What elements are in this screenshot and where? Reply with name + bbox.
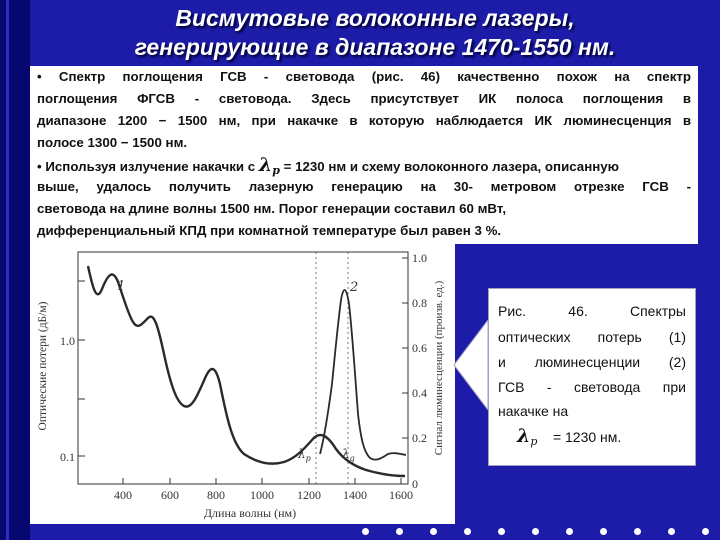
x-tick-label: 400 <box>114 488 132 502</box>
y-right-tick-label: 0.2 <box>412 431 427 445</box>
x-tick-label: 1200 <box>297 488 321 502</box>
x-tick-label: 600 <box>161 488 179 502</box>
curve-2-label: 2 <box>350 280 359 295</box>
bullet-dot-icon <box>362 528 369 535</box>
sidebar-accent-line <box>6 0 9 540</box>
paragraph-2 <box>37 154 691 242</box>
bullet-dot-icon <box>634 528 641 535</box>
x-tick-label: 1600 <box>389 488 413 502</box>
x-tick-label: 1000 <box>250 488 274 502</box>
curve-2-luminescence <box>320 290 406 460</box>
curve-1-label: 1 <box>117 279 126 294</box>
bullet-dot-icon <box>668 528 675 535</box>
text-fragment: • Используя излучение накачки с <box>37 159 256 174</box>
y-right-tick-label: 0.8 <box>412 296 427 310</box>
caption-lambda-line <box>517 425 705 448</box>
slide-title <box>30 4 720 62</box>
spectrum-figure <box>30 244 455 524</box>
text-line: дифференциальный КПД при комнатной температуре был равен 3 %. <box>37 223 502 238</box>
right-axis-ticks <box>402 258 408 484</box>
lambda-symbol: λ <box>298 447 306 461</box>
text-fragment: = 1230 нм и схему волоконного лазера, описанную <box>283 159 620 174</box>
x-tick-label: 800 <box>207 488 225 502</box>
text-line-with-lambda <box>37 154 691 176</box>
lambda-symbol: λ <box>342 447 350 461</box>
lambda-p-subscript: p <box>305 454 311 463</box>
plot-frame <box>78 252 408 484</box>
y-left-axis-title: Оптические потери (дБ/м) <box>37 301 49 431</box>
x-axis-title: Длина волны (нм) <box>203 506 297 520</box>
y-right-axis-title: Сигнал люминесценции (произв. ед.) <box>433 280 445 456</box>
bullet-dot-icon <box>396 528 403 535</box>
text-line: выше, удалось получить лазерную генерацию на 30- метровом отрезке ГСВ - <box>37 179 691 194</box>
text-line: • Спектр поглощения ГСВ - световода (рис. 46) качественно похож на спектр <box>37 69 691 84</box>
bullet-dot-icon <box>532 528 539 535</box>
lambda-symbol: λ <box>258 154 273 176</box>
text-line: поглощения ФГСВ - световода. Здесь присутствует ИК полоса поглощения в <box>37 91 691 106</box>
caption-line: накачке на <box>498 403 569 419</box>
y-right-tick-label: 0.4 <box>412 386 427 400</box>
text-line: полосе 1300 − 1500 нм. <box>37 135 188 150</box>
caption-line: Рис. 46. Спектры <box>498 303 686 319</box>
y-right-tick-label: 1.0 <box>412 251 427 265</box>
caption-line: ГСВ - световода при <box>498 379 686 395</box>
caption-line: оптических потерь (1) <box>498 329 686 345</box>
paragraph-1 <box>37 66 691 154</box>
y-left-tick-label: 0.1 <box>60 450 75 464</box>
text-line: диапазоне 1200 − 1500 нм, при накачке в которую наблюдается ИК люминесценция в <box>37 113 691 128</box>
bullet-dot-icon <box>464 528 471 535</box>
spectrum-plot <box>30 244 455 524</box>
callout-arrow-icon <box>450 320 490 410</box>
text-line: световода на длине волны 1500 нм. Порог генерации составил 60 мВт, <box>37 201 507 216</box>
bullet-dot-icon <box>498 528 505 535</box>
caption-line: и люминесценции (2) <box>498 354 686 370</box>
bullet-dot-icon <box>566 528 573 535</box>
title-line-1: Висмутовые волоконные лазеры, <box>175 5 575 31</box>
lambda-p-marker-label <box>297 447 311 463</box>
curve-1-optical-losses <box>88 266 405 476</box>
left-axis-ticks <box>78 281 85 456</box>
left-sidebar-stripe <box>0 0 30 540</box>
lambda-g-marker-label <box>341 447 355 463</box>
figure-caption-box <box>488 288 696 466</box>
y-left-tick-label: 1.0 <box>60 334 75 348</box>
lambda-symbol: λ <box>517 425 531 447</box>
y-right-tick-label: 0 <box>412 477 418 491</box>
lambda-subscript: p <box>530 435 538 448</box>
lambda-subscript: p <box>272 164 280 177</box>
body-text-box <box>30 66 698 244</box>
bottom-axis-ticks <box>123 478 401 484</box>
bullet-dot-icon <box>702 528 709 535</box>
bullet-dot-icon <box>430 528 437 535</box>
x-tick-label: 1400 <box>343 488 367 502</box>
decorative-dot-row <box>362 528 720 540</box>
lambda-g-subscript: g <box>349 454 355 463</box>
y-right-tick-label: 0.6 <box>412 341 427 355</box>
bullet-dot-icon <box>600 528 607 535</box>
title-line-2: генерирующие в диапазоне 1470-1550 нм. <box>134 34 616 60</box>
caption-value: = 1230 нм. <box>552 429 622 445</box>
